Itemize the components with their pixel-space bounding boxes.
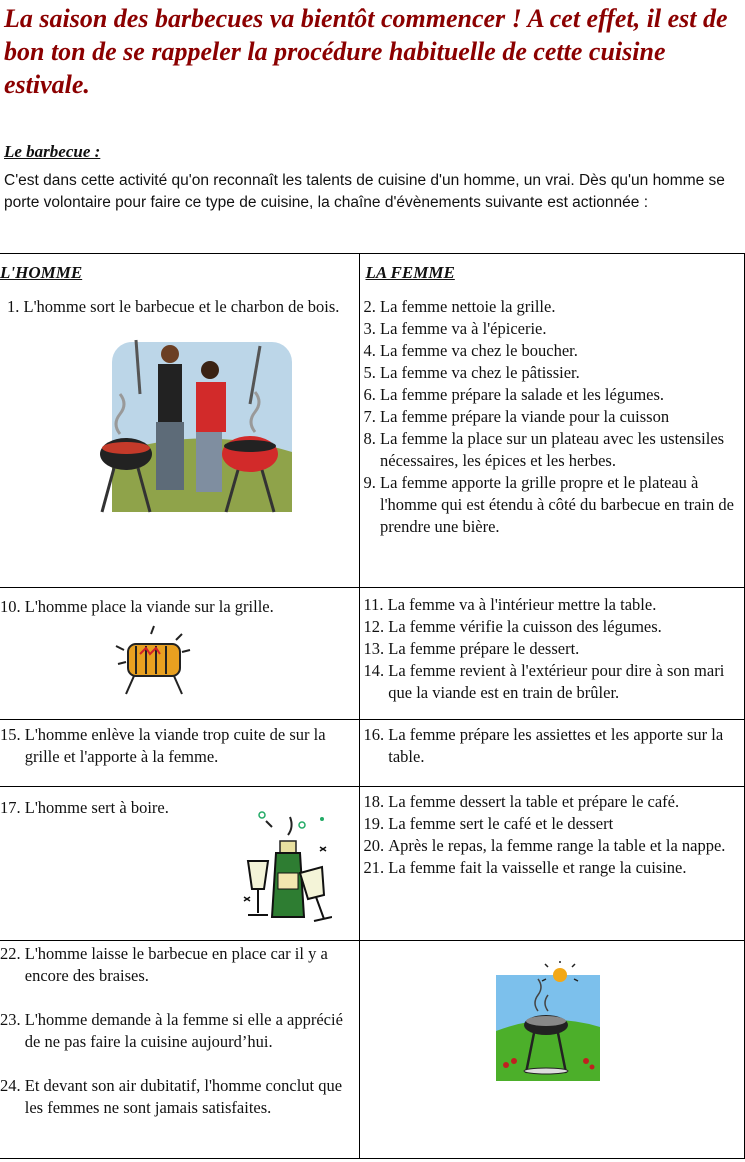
list-item bbox=[4, 296, 355, 318]
step-text: La femme dessert la table et prépare le café. bbox=[388, 792, 680, 811]
woman-cell bbox=[359, 588, 744, 720]
step-text: L'homme sert à boire. bbox=[24, 798, 169, 817]
woman-cell bbox=[359, 787, 744, 941]
step-text: La femme va chez le pâtissier. bbox=[380, 363, 580, 382]
list-item bbox=[364, 384, 740, 406]
man-steps-1 bbox=[4, 296, 355, 318]
list-item bbox=[364, 472, 740, 538]
woman-steps-3 bbox=[364, 724, 740, 768]
step-text: La femme prépare le dessert. bbox=[388, 639, 580, 658]
step-number: 9. bbox=[363, 473, 380, 492]
step-text: Et devant son air dubitatif, l'homme conclut que les femmes ne sont jamais satisfaites. bbox=[24, 1076, 343, 1117]
champagne-icon bbox=[242, 807, 332, 931]
list-item bbox=[0, 724, 355, 768]
man-cell bbox=[0, 787, 359, 941]
step-number: 15. bbox=[0, 725, 25, 744]
step-number: 16. bbox=[363, 725, 389, 744]
woman-steps-2 bbox=[364, 594, 740, 704]
step-number: 4. bbox=[363, 341, 380, 360]
step-text: L'homme sort le barbecue et le charbon de bois. bbox=[23, 297, 340, 316]
list-item bbox=[364, 594, 740, 616]
step-number: 12. bbox=[363, 617, 389, 636]
step-number: 5. bbox=[363, 363, 380, 382]
list-item bbox=[364, 362, 740, 384]
table-row bbox=[0, 787, 744, 941]
step-text: La femme va chez le boucher. bbox=[380, 341, 578, 360]
column-header-man: L'HOMME bbox=[0, 263, 83, 282]
step-text: La femme prépare la salade et les légumes. bbox=[380, 385, 665, 404]
step-number: 10. bbox=[0, 597, 25, 616]
step-text: L'homme place la viande sur la grille. bbox=[24, 597, 274, 616]
step-text: L'homme demande à la femme si elle a apprécié de ne pas faire la cuisine aujourd’hui. bbox=[24, 1010, 343, 1051]
list-item bbox=[0, 1075, 355, 1119]
woman-cell bbox=[359, 941, 744, 1159]
man-cell bbox=[0, 720, 359, 787]
step-number: 13. bbox=[363, 639, 389, 658]
list-item bbox=[0, 797, 355, 819]
list-item bbox=[364, 406, 740, 428]
step-text: L'homme enlève la viande trop cuite de sur la grille et l'apporte à la femme. bbox=[24, 725, 326, 766]
list-item bbox=[364, 660, 740, 704]
step-number: 2. bbox=[363, 297, 380, 316]
column-header-woman: LA FEMME bbox=[365, 263, 455, 282]
man-steps-4 bbox=[0, 797, 355, 819]
step-number: 8. bbox=[363, 429, 380, 448]
man-cell bbox=[0, 588, 359, 720]
list-item bbox=[364, 813, 740, 835]
section-title: Le barbecue : bbox=[4, 142, 101, 161]
man-steps-3 bbox=[0, 724, 355, 768]
step-number: 22. bbox=[0, 944, 25, 963]
woman-steps-1 bbox=[364, 296, 740, 538]
list-item bbox=[0, 1009, 355, 1053]
table-row bbox=[0, 588, 744, 720]
man-steps-2 bbox=[0, 596, 355, 618]
list-item bbox=[364, 857, 740, 879]
list-item bbox=[364, 340, 740, 362]
step-text: La femme apporte la grille propre et le plateau à l'homme qui est étendu à côté du barbecue en train de prendre une bière. bbox=[380, 473, 734, 536]
step-text: La femme revient à l'extérieur pour dire à son mari que la viande est en train de brûler. bbox=[388, 661, 725, 702]
list-item bbox=[364, 318, 740, 340]
man-cell bbox=[0, 254, 359, 588]
step-number: 20. bbox=[363, 836, 389, 855]
man-cell bbox=[0, 941, 359, 1159]
step-text: La femme va à l'épicerie. bbox=[380, 319, 547, 338]
step-number: 24. bbox=[0, 1076, 25, 1095]
step-text: La femme la place sur un plateau avec les ustensiles nécessaires, les épices et les herbes. bbox=[380, 429, 725, 470]
step-number: 7. bbox=[363, 407, 380, 426]
step-number: 3. bbox=[363, 319, 380, 338]
list-item bbox=[364, 428, 740, 472]
step-number: 17. bbox=[0, 798, 25, 817]
list-item bbox=[364, 835, 740, 857]
comparison-table bbox=[0, 253, 745, 1159]
table-row bbox=[0, 941, 744, 1159]
step-number: 19. bbox=[363, 814, 389, 833]
step-text: Après le repas, la femme range la table et la nappe. bbox=[388, 836, 726, 855]
step-text: La femme prépare les assiettes et les apporte sur la table. bbox=[388, 725, 724, 766]
step-number: 1. bbox=[7, 297, 24, 316]
step-text: La femme nettoie la grille. bbox=[380, 297, 556, 316]
sunny-grill-icon bbox=[490, 961, 602, 1083]
list-item bbox=[0, 943, 355, 987]
list-item bbox=[364, 616, 740, 638]
step-text: L'homme laisse le barbecue en place car il y a encore des braises. bbox=[24, 944, 328, 985]
table-row bbox=[0, 720, 744, 787]
man-steps-5 bbox=[0, 943, 355, 1119]
list-item bbox=[364, 638, 740, 660]
step-number: 11. bbox=[363, 595, 388, 614]
step-number: 23. bbox=[0, 1010, 25, 1029]
step-number: 14. bbox=[363, 661, 389, 680]
list-item bbox=[0, 596, 355, 618]
step-text: La femme fait la vaisselle et range la cuisine. bbox=[388, 858, 687, 877]
page-title: La saison des barbecues va bientôt commencer ! A cet effet, il est de bon ton de se rappeler la procédure habituelle de cette cuisine estivale. bbox=[4, 4, 728, 99]
step-number: 18. bbox=[363, 792, 389, 811]
intro-paragraph: C'est dans cette activité qu'on reconnaît les talents de cuisine d'un homme, un vrai. Dès qu'un homme se porte volontaire pour faire ce type de cuisine, la chaîne d'évènements suivante est actionnée : bbox=[4, 172, 725, 211]
table-row bbox=[0, 254, 744, 588]
list-item bbox=[364, 791, 740, 813]
step-number: 21. bbox=[363, 858, 389, 877]
step-text: La femme sert le café et le dessert bbox=[388, 814, 614, 833]
two-men-grilling-icon bbox=[100, 334, 300, 524]
burning-grill-icon bbox=[114, 624, 196, 696]
woman-cell bbox=[359, 720, 744, 787]
step-number: 6. bbox=[363, 385, 380, 404]
step-text: La femme prépare la viande pour la cuisson bbox=[380, 407, 670, 426]
step-text: La femme vérifie la cuisson des légumes. bbox=[388, 617, 662, 636]
woman-steps-4 bbox=[364, 791, 740, 879]
woman-cell bbox=[359, 254, 744, 588]
list-item bbox=[364, 296, 740, 318]
list-item bbox=[364, 724, 740, 768]
step-text: La femme va à l'intérieur mettre la table. bbox=[387, 595, 657, 614]
